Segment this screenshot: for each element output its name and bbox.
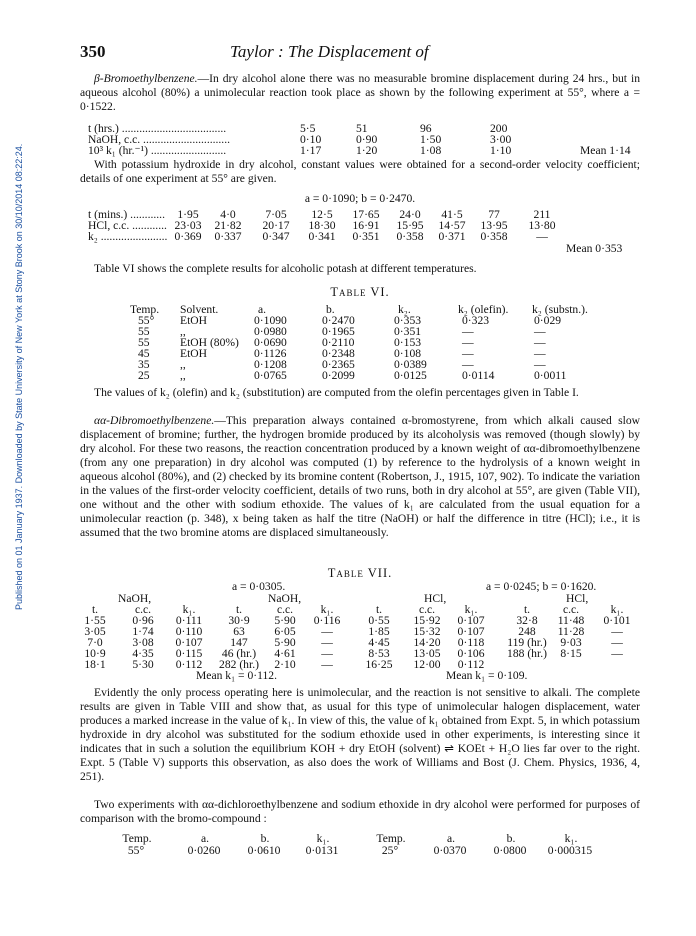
table-cell: 248 bbox=[518, 625, 536, 638]
compound-name: αα-Dibromoethylbenzene. bbox=[94, 414, 215, 427]
table-cell: 0·0114 bbox=[462, 369, 495, 382]
table-cell: 0·0610 bbox=[247, 844, 281, 857]
table-cell: 1·55 bbox=[84, 614, 106, 627]
table-cell: 211 bbox=[533, 208, 551, 221]
table-cell: 45 bbox=[138, 347, 150, 360]
compound-name: β-Bromoethylbenzene. bbox=[94, 72, 198, 85]
table-cell: 63 bbox=[233, 625, 245, 638]
table-cell: 55° bbox=[138, 314, 155, 327]
table-cell: EtOH (80%) bbox=[180, 336, 239, 349]
mean-value: Mean k₁ = 0·112. bbox=[196, 669, 277, 682]
table-cell: — bbox=[534, 325, 546, 338]
table-cell: 11·28 bbox=[557, 625, 585, 638]
table-cell: 0·358 bbox=[480, 230, 508, 243]
table-cell: 0·110 bbox=[175, 625, 203, 638]
table-cell: 0·2470 bbox=[322, 314, 355, 327]
table-cell: 15·95 bbox=[396, 219, 424, 232]
table-cell: 0·107 bbox=[457, 625, 485, 638]
mean-value: Mean k₁ = 0·109. bbox=[446, 669, 528, 682]
table-cell: 5·90 bbox=[274, 636, 296, 649]
table-cell: 1·20 bbox=[356, 144, 378, 157]
column-header: a. bbox=[258, 303, 267, 316]
table-cell: ,, bbox=[180, 358, 186, 371]
table-cell: 20·17 bbox=[262, 219, 290, 232]
table-cell: 0·107 bbox=[457, 614, 485, 627]
table-cell: 0·358 bbox=[396, 230, 424, 243]
row-label: t (mins.) ............ bbox=[88, 208, 165, 221]
table-cell: 14·20 bbox=[413, 636, 441, 649]
column-header: k₁. bbox=[182, 603, 196, 616]
column-header: t. bbox=[375, 603, 383, 616]
table-cell: 1·50 bbox=[420, 133, 442, 146]
table-cell: — bbox=[611, 636, 623, 649]
table-cell: 0·0980 bbox=[254, 325, 287, 338]
row-label: HCl, c.c. ............ bbox=[88, 219, 167, 232]
column-header: c.c. bbox=[562, 603, 580, 616]
table-cell: 55 bbox=[138, 336, 150, 349]
table-cell: 16·25 bbox=[365, 658, 393, 671]
table-cell: 0·112 bbox=[457, 658, 485, 671]
table-cell: 4·0 bbox=[220, 208, 236, 221]
paragraph-text: —This preparation always contained α-bromostyrene, from which alkali caused slow displacement of bromine; further, the hydrogen bromide produced by its alcoholysis was removed (though slowly) by dry alcohol. For these two reasons, the reaction concentration produced by a known weight of αα-dibromoethylbenzene (from any one preparation) in dry alcohol was computed (1) by reference to the hydrolysis of a known weight in aqueous alcohol (80%), and (2) checked by its bromine content (Robertson, J., 1915, 107, 902). To indicate the variation in the values of the first-order velocity coefficient, details of two runs, both in dry alcohol at 55°, are given (Table VII), one without and the other with sodium ethoxide. The values of k₁ are calculated from the usual equation for a unimolecular reaction (p. 348), x being taken as half the titre (NaOH) or half the difference in titre (HCl); i.e., it is assumed that the two bromine atoms are displaced simultaneously. bbox=[80, 414, 640, 539]
table-cell: 46 (hr.) bbox=[221, 647, 257, 660]
table-cell: 77 bbox=[488, 208, 500, 221]
table-cell: 21·82 bbox=[214, 219, 242, 232]
table-cell: 35 bbox=[138, 358, 150, 371]
table-cell: 4·61 bbox=[274, 647, 296, 660]
table-cell: 30·9 bbox=[228, 614, 250, 627]
table-cell: 55° bbox=[127, 844, 145, 857]
table-cell: — bbox=[321, 658, 333, 671]
table-cell: 16·91 bbox=[352, 219, 380, 232]
paragraph-dibromoethylbenzene bbox=[80, 414, 640, 540]
column-header: b. bbox=[326, 303, 335, 316]
table-cell: 55 bbox=[138, 325, 150, 338]
run-caption: a = 0·0305. bbox=[232, 580, 286, 593]
table-cell: 8·15 bbox=[560, 647, 582, 660]
table-cell: — bbox=[534, 358, 546, 371]
table-cell: 51 bbox=[356, 122, 368, 135]
column-header: k₁. bbox=[610, 603, 624, 616]
row-label: t (hrs.) .................................... bbox=[88, 122, 227, 135]
table-cell: 0·353 bbox=[394, 314, 422, 327]
table-cell: 0·0260 bbox=[187, 844, 221, 857]
column-header: a. bbox=[446, 832, 456, 845]
page-number: 350 bbox=[80, 42, 106, 61]
paragraph-unimolecular: Evidently the only process operating here is unimolecular, and the reaction is not sensitive to alkali. The complete results are given in Table VIII and show that, as usual for this type of unimolecular halogen displacement, water produces a marked increase in the value of k₁. In view of this, the value of k₁ obtained from Expt. 5, in which potassium hydroxide in dry alcohol was substituted for the sodium ethoxide used in other experiments, is interesting since it indicates that in such a solution the equilibrium KOH + dry EtOH (solvent) ⇌ KOEt + H₂O lies far over to the right. Expt. 5 (Table V) supports this observation, as also does the work of Williams and Bost (J. Chem. Physics, 1936, 4, 251). bbox=[80, 686, 640, 783]
table-cell: 5·5 bbox=[300, 122, 316, 135]
table-cell: 0·96 bbox=[132, 614, 154, 627]
mean-value: Mean 0·353 bbox=[566, 242, 623, 255]
row-label: 10³ k₁ (hr.⁻¹) .......................... bbox=[88, 144, 227, 157]
table-cell: — bbox=[536, 230, 548, 243]
table-cell: 18·30 bbox=[308, 219, 336, 232]
table-cell: 15·32 bbox=[413, 625, 441, 638]
table-cell: 0·347 bbox=[262, 230, 290, 243]
table-cell: 0·341 bbox=[308, 230, 336, 243]
table-cell: 0·112 bbox=[175, 658, 203, 671]
group-label: HCl, bbox=[424, 592, 447, 605]
column-header: Temp. bbox=[122, 832, 152, 845]
table-cell: 32·8 bbox=[516, 614, 538, 627]
table-cell: 0·116 bbox=[313, 614, 341, 627]
group-label: HCl, bbox=[566, 592, 589, 605]
column-header: k₂ (olefin). bbox=[458, 303, 509, 316]
table-cell: 11·48 bbox=[557, 614, 585, 627]
table-cell: 13·05 bbox=[413, 647, 441, 660]
paragraph-olefin-values: The values of k₂ (olefin) and k₂ (substitution) are computed from the olefin percentages given in Table I. bbox=[94, 386, 579, 399]
table-cell: 14·57 bbox=[438, 219, 466, 232]
table-cell: — bbox=[462, 347, 474, 360]
column-header: t. bbox=[235, 603, 243, 616]
table-cell: 0·1208 bbox=[254, 358, 287, 371]
table-cell: — bbox=[321, 647, 333, 660]
column-header: a. bbox=[200, 832, 210, 845]
table-cell: 2·10 bbox=[274, 658, 296, 671]
table-cell: 0·371 bbox=[438, 230, 466, 243]
table-cell: — bbox=[321, 625, 333, 638]
table-cell: 0·0690 bbox=[254, 336, 287, 349]
table-cell: 0·0131 bbox=[305, 844, 339, 857]
table-cell: 0·107 bbox=[175, 636, 203, 649]
table-cell: 4·45 bbox=[368, 636, 390, 649]
table-cell: 0·000315 bbox=[547, 844, 593, 857]
table-cell: 119 (hr.) bbox=[507, 636, 547, 649]
table-six-title: Table VI. bbox=[330, 285, 390, 299]
table-cell: 23·03 bbox=[174, 219, 202, 232]
table-cell: 3·05 bbox=[84, 625, 106, 638]
table-cell: ,, bbox=[180, 325, 186, 338]
paragraph-table-six-intro: Table VI shows the complete results for alcoholic potash at different temperatures. bbox=[94, 262, 477, 275]
table-cell: 0·106 bbox=[457, 647, 485, 660]
table-cell: EtOH bbox=[180, 347, 208, 360]
table-cell: 0·2348 bbox=[322, 347, 355, 360]
table-cell: 0·2110 bbox=[322, 336, 355, 349]
table-cell: 0·337 bbox=[214, 230, 242, 243]
table-cell: 0·1090 bbox=[254, 314, 287, 327]
table-cell: — bbox=[462, 336, 474, 349]
column-header: c.c. bbox=[276, 603, 294, 616]
run-caption: a = 0·0245; b = 0·1620. bbox=[486, 580, 597, 593]
table-cell: 0·323 bbox=[462, 314, 490, 327]
table-cell: — bbox=[462, 325, 474, 338]
column-header: c.c. bbox=[418, 603, 436, 616]
group-label: NaOH, bbox=[118, 592, 152, 605]
table-cell: 25 bbox=[138, 369, 150, 382]
table-cell: 13·80 bbox=[528, 219, 556, 232]
table-cell: 1·74 bbox=[132, 625, 154, 638]
paragraph-dichloro-experiments: Two experiments with αα-dichloroethylbenzene and sodium ethoxide in dry alcohol were performed for purposes of comparison with the bromo-compound : bbox=[80, 798, 640, 825]
row-label: NaOH, c.c. .............................. bbox=[88, 133, 231, 146]
table-cell: 0·369 bbox=[174, 230, 202, 243]
table-cell: 188 (hr.) bbox=[507, 647, 547, 660]
table-cell: 0·10 bbox=[300, 133, 322, 146]
column-header: k₁. bbox=[564, 832, 578, 845]
column-header: t. bbox=[91, 603, 99, 616]
table-cell: 0·153 bbox=[394, 336, 422, 349]
table-cell: 4·35 bbox=[132, 647, 154, 660]
table-cell: 7·0 bbox=[87, 636, 103, 649]
table-cell: 200 bbox=[490, 122, 508, 135]
column-header: k₂. bbox=[398, 303, 411, 316]
table-cell: 1·17 bbox=[300, 144, 322, 157]
table-cell: 18·1 bbox=[84, 658, 106, 671]
table-cell: 1·08 bbox=[420, 144, 442, 157]
table-cell: 96 bbox=[420, 122, 432, 135]
column-header: k₁. bbox=[464, 603, 478, 616]
table-cell: — bbox=[321, 636, 333, 649]
table-cell: 12·00 bbox=[413, 658, 441, 671]
column-header: k₁. bbox=[320, 603, 334, 616]
paragraph-text: —In dry alcohol alone there was no measurable bromine displacement during 24 hrs., but in aqueous alcohol (80%) a unimolecular reaction took place as shown by the following experiment at 55°, where a = 0·1522. bbox=[80, 72, 640, 113]
column-header: c.c. bbox=[134, 603, 152, 616]
table-cell: 0·1126 bbox=[254, 347, 287, 360]
table-cell: 0·108 bbox=[394, 347, 422, 360]
table-cell: 8·53 bbox=[368, 647, 390, 660]
download-watermark bbox=[2, 70, 24, 610]
table-cell: 147 bbox=[230, 636, 248, 649]
column-header: Temp. bbox=[376, 832, 406, 845]
table-cell: 17·65 bbox=[352, 208, 380, 221]
table-cell: 3·08 bbox=[132, 636, 154, 649]
table-cell: 12·5 bbox=[311, 208, 333, 221]
table-cell: 6·05 bbox=[274, 625, 296, 638]
table-cell: 15·92 bbox=[413, 614, 441, 627]
group-label: NaOH, bbox=[268, 592, 302, 605]
table-cell: 0·111 bbox=[175, 614, 203, 627]
table-cell: 0·351 bbox=[352, 230, 380, 243]
paragraph-potassium-hydroxide: With potassium hydroxide in dry alcohol, constant values were obtained for a second-order velocity coefficient; details of one experiment at 55° are given. bbox=[80, 158, 640, 185]
column-header: k₂ (substn.). bbox=[532, 303, 588, 316]
column-header: b. bbox=[506, 832, 516, 845]
running-title: Taylor : The Displacement of bbox=[230, 42, 429, 61]
table-cell: 0·0765 bbox=[254, 369, 287, 382]
download-note: Published on 01 January 1937. Downloaded by State University of New York at Stony Brook on 30/10/2014 08:22:24. bbox=[14, 143, 24, 610]
table-cell: 0·351 bbox=[394, 325, 422, 338]
table-cell: — bbox=[534, 336, 546, 349]
table-cell: 0·115 bbox=[175, 647, 203, 660]
table-cell: 0·2365 bbox=[322, 358, 355, 371]
table-cell: 0·101 bbox=[603, 614, 631, 627]
table-cell: 5·90 bbox=[274, 614, 296, 627]
table-cell: — bbox=[611, 647, 623, 660]
column-header: t. bbox=[523, 603, 531, 616]
table-cell: 13·95 bbox=[480, 219, 508, 232]
table-cell: 1·10 bbox=[490, 144, 512, 157]
column-header: b. bbox=[260, 832, 270, 845]
table-cell: 1·85 bbox=[368, 625, 390, 638]
table-cell: — bbox=[534, 347, 546, 360]
table-cell: 3·00 bbox=[490, 133, 512, 146]
table-cell: 0·90 bbox=[356, 133, 378, 146]
run-caption: a = 0·1090; b = 0·2470. bbox=[304, 192, 416, 205]
table-cell: 0·0389 bbox=[394, 358, 427, 371]
table-cell: 0·2099 bbox=[322, 369, 355, 382]
table-cell: 41·5 bbox=[441, 208, 463, 221]
table-cell: 1·95 bbox=[177, 208, 199, 221]
table-cell: 7·05 bbox=[265, 208, 287, 221]
table-cell: ,, bbox=[180, 369, 186, 382]
table-cell: 10·9 bbox=[84, 647, 106, 660]
table-cell: 0·1965 bbox=[322, 325, 355, 338]
table-cell: 0·0370 bbox=[433, 844, 467, 857]
table-cell: 0·029 bbox=[534, 314, 562, 327]
table-cell: 9·03 bbox=[560, 636, 582, 649]
table-cell: 0·118 bbox=[457, 636, 485, 649]
page-header bbox=[80, 42, 640, 64]
table-seven-title: Table VII. bbox=[327, 566, 393, 580]
table-cell: 5·30 bbox=[132, 658, 154, 671]
row-label: k₂ ....................... bbox=[88, 230, 168, 243]
mean-value: Mean 1·14 bbox=[580, 144, 631, 157]
table-cell: 0·0800 bbox=[493, 844, 527, 857]
table-cell: 0·55 bbox=[368, 614, 390, 627]
table-cell: 282 (hr.) bbox=[219, 658, 259, 671]
paragraph-bromoethylbenzene bbox=[80, 72, 640, 114]
column-header: k₁. bbox=[316, 832, 330, 845]
table-cell: 0·0125 bbox=[394, 369, 427, 382]
table-cell: 24·0 bbox=[399, 208, 421, 221]
column-header: Solvent. bbox=[180, 303, 219, 316]
column-header: Temp. bbox=[130, 303, 160, 316]
table-cell: EtOH bbox=[180, 314, 208, 327]
table-cell: 0·0011 bbox=[534, 369, 567, 382]
table-cell: — bbox=[611, 625, 623, 638]
table-cell: 25° bbox=[381, 844, 399, 857]
table-cell: — bbox=[462, 358, 474, 371]
